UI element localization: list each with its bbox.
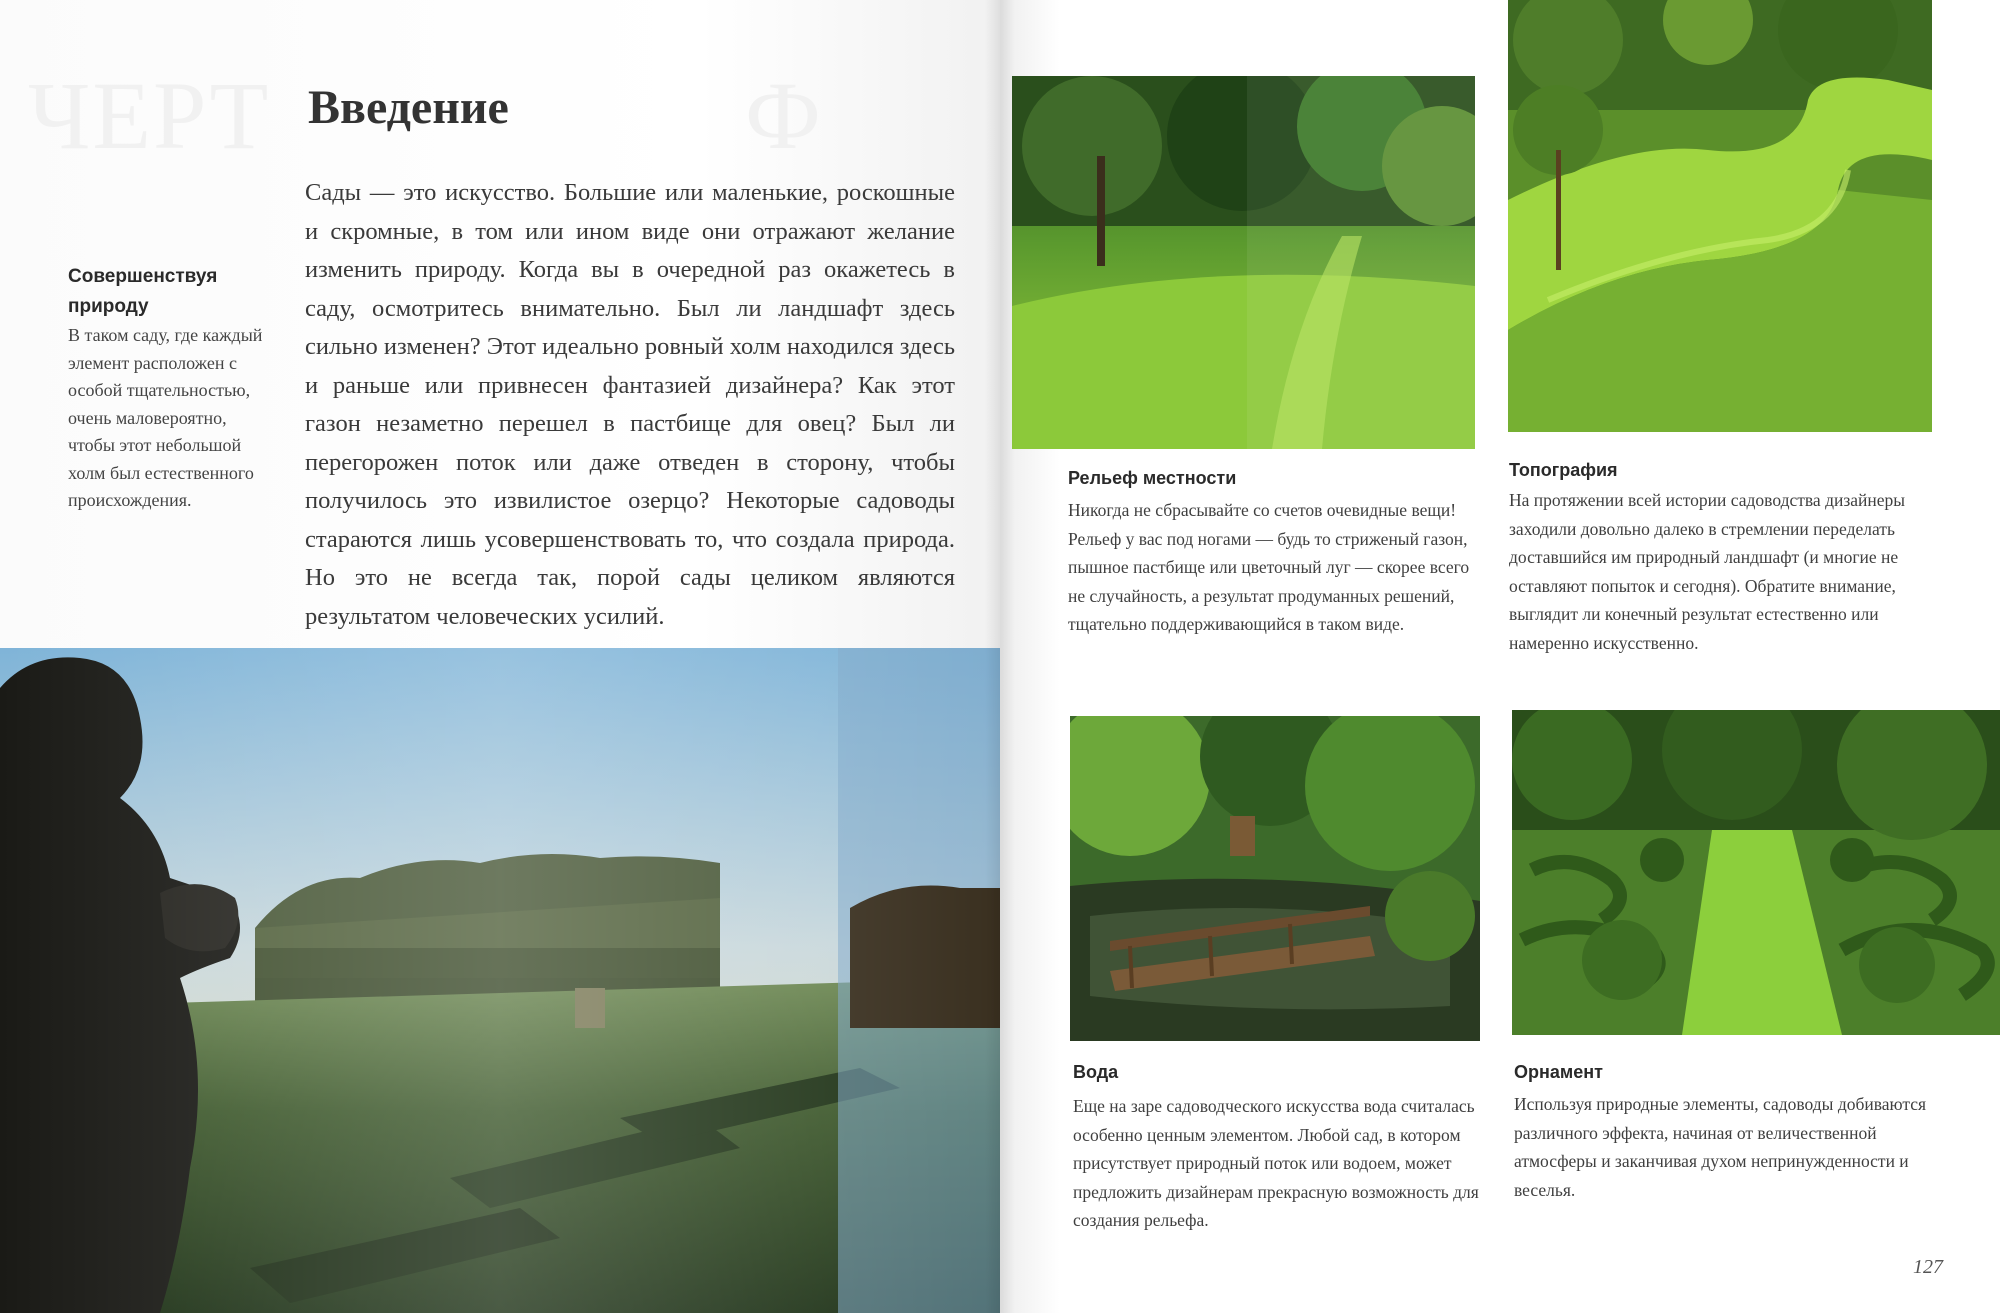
page-number: 127 — [1913, 1256, 1943, 1278]
caption-ornament-heading: Орнамент — [1514, 1062, 1603, 1082]
ghost-heading-right: Ф — [745, 62, 823, 169]
right-page — [1000, 0, 2000, 1313]
page-title: Введение — [308, 81, 509, 134]
topography-illustration — [1508, 0, 1932, 432]
ghost-heading-left: ЧЕРТ — [28, 62, 271, 169]
caption-water-text: Еще на заре садоводческого искусства вода считалась особенно ценным элементом. Любой сад, в котором присутствует природный поток или водоем, может предложить дизайнерам прекрасную возможность для создания рельефа. — [1073, 1096, 1479, 1230]
caption-relief-text: Никогда не сбрасывайте со счетов очевидные вещи! Рельеф у вас под ногами — будь то стриженый газон, пышное пастбище или цветочный луг — скорее всего не случайность, а результат продуманных решений, тщательно поддерживающийся в таком виде. — [1068, 500, 1470, 634]
ornament-parterre-illustration — [1512, 710, 2000, 1035]
topography-photo — [1508, 0, 1932, 432]
lawn-relief-illustration — [1012, 76, 1475, 449]
sidebar-text: В таком саду, где каждый элемент расположен с особой тщательностью, очень маловероятно, чтобы этот небольшой холм был естественного происхождения. — [68, 325, 263, 510]
garden-statue-photo — [0, 648, 1000, 1313]
caption-relief-heading: Рельеф местности — [1068, 468, 1237, 488]
caption-ornament-text: Используя природные элементы, садоводы добиваются различного эффекта, начиная от величественной атмосферы и заканчивая духом непринужденности и веселья. — [1514, 1094, 1927, 1200]
garden-statue-illustration — [0, 648, 1000, 1313]
ornament-parterre-photo — [1512, 710, 2000, 1035]
lawn-relief-photo — [1012, 76, 1475, 449]
sidebar-heading: Совершенствуя природу — [68, 266, 218, 317]
book-spine — [985, 0, 1015, 1313]
caption-topography-heading: Топография — [1509, 460, 1618, 480]
caption-topography-text: На протяжении всей истории садоводства дизайнеры заходили довольно далеко в стремлении переделать доставшийся им природный ландшафт (и многие не оставляют попыток и сегодня). Обратите внимание, выглядит ли конечный результат естественно или намеренно искусственно. — [1509, 490, 1906, 653]
water-garden-photo — [1070, 716, 1480, 1041]
caption-water-heading: Вода — [1073, 1062, 1119, 1082]
intro-paragraph: Сады — это искусство. Большие или маленькие, роскошные и скромные, в том или ином виде они отражают желание изменить природу. Когда вы в очередной раз окажетесь в саду, осмотритесь внимательно. Был ли ландшафт здесь сильно изменен? Этот идеально ровный холм находился здесь и раньше или привнесен фантазией дизайнера? Как этот газон незаметно перешел в пастбище для овец? Был ли перегорожен поток или даже отведен в сторону, чтобы получилось это извилистое озерцо? Некоторые садоводы стараются лишь усовершенствовать то, что создала природа. Но это не всегда так, порой сады целиком являются результатом человеческих усилий. — [305, 179, 955, 630]
water-garden-illustration — [1070, 716, 1480, 1041]
